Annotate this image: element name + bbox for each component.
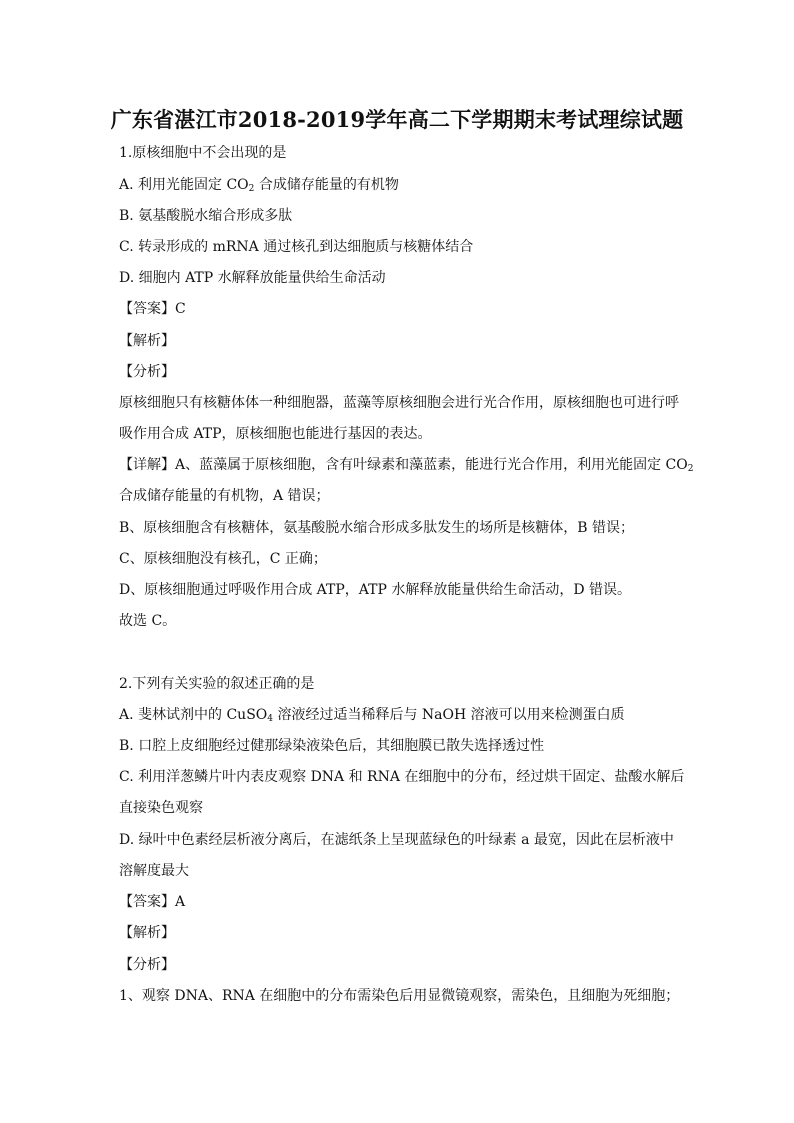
detail-text: 【详解】A、蓝藻属于原核细胞，含有叶绿素和藻蓝素，能进行光合作用，利用光能固定 CO — [119, 457, 688, 473]
question-1-option-c: C. 转录形成的 mRNA 通过核孔到达细胞质与核糖体结合 — [119, 239, 474, 255]
question-2-jiexi-label: 【解析】 — [119, 925, 175, 941]
question-2-option-d-cont: 溶解度最大 — [119, 863, 189, 879]
question-1-option-a — [119, 175, 399, 195]
question-2-option-b: B. 口腔上皮细胞经过健那绿染液染色后，其细胞膜已散失选择透过性 — [119, 738, 545, 754]
subscript: 2 — [687, 464, 694, 474]
question-1-stem: 1.原核细胞中不会出现的是 — [119, 145, 287, 161]
question-2-option-d: D. 绿叶中色素经层析液分离后，在滤纸条上呈现蓝绿色的叶绿素 a 最宽，因此在层析液中 — [119, 832, 674, 848]
subscript: 2 — [248, 184, 255, 194]
question-2-analysis: 1、观察 DNA、RNA 在细胞中的分布需染色后用显微镜观察，需染色，且细胞为死细胞； — [119, 988, 680, 1004]
option-a-text: A. 斐林试剂中的 CuSO — [119, 707, 268, 723]
question-1-answer: 【答案】C — [119, 301, 186, 317]
question-1-fenxi-label: 【分析】 — [119, 364, 175, 380]
question-1-jiexi-label: 【解析】 — [119, 333, 175, 349]
question-2-option-a — [119, 705, 625, 725]
question-1-detail-cont: 合成储存能量的有机物，A 错误； — [119, 488, 330, 504]
subscript: 4 — [267, 714, 273, 724]
option-a-text-cont: 溶液经过适当稀释后与 NaOH 溶液可以用来检测蛋白质 — [273, 707, 625, 723]
question-1-option-b: B. 氨基酸脱水缩合形成多肽 — [119, 208, 293, 224]
question-1-analysis-cont: 吸作用合成 ATP，原核细胞也能进行基因的表达。 — [119, 426, 432, 442]
option-a-text: A. 利用光能固定 CO — [119, 177, 249, 193]
question-2-answer: 【答案】A — [119, 894, 186, 910]
question-1-detail — [119, 455, 693, 475]
question-2-fenxi-label: 【分析】 — [119, 957, 175, 973]
question-2-stem: 2.下列有关实验的叙述正确的是 — [119, 676, 315, 692]
question-2-option-c-cont: 直接染色观察 — [119, 800, 203, 816]
question-1-detail-b: B、原核细胞含有核糖体，氨基酸脱水缩合形成多肽发生的场所是核糖体，B 错误； — [119, 520, 635, 536]
question-1-analysis: 原核细胞只有核糖体体一种细胞器，蓝藻等原核细胞会进行光合作用，原核细胞也可进行呼 — [119, 395, 679, 411]
question-1-detail-d: D、原核细胞通过呼吸作用合成 ATP，ATP 水解释放能量供给生命活动，D 错误。 — [119, 582, 632, 598]
question-1-detail-c: C、原核细胞没有核孔，C 正确； — [119, 551, 327, 567]
option-a-text-cont: 合成储存能量的有机物 — [254, 177, 399, 193]
page-title: 广东省湛江市2018-2019学年高二下学期期末考试理综试题 — [110, 107, 684, 132]
question-2-option-c: C. 利用洋葱鳞片叶内表皮观察 DNA 和 RNA 在细胞中的分布，经过烘干固定、盐酸水解后 — [119, 769, 685, 785]
question-1-option-d: D. 细胞内 ATP 水解释放能量供给生命活动 — [119, 270, 386, 286]
question-1-conclusion: 故选 C。 — [119, 613, 177, 629]
